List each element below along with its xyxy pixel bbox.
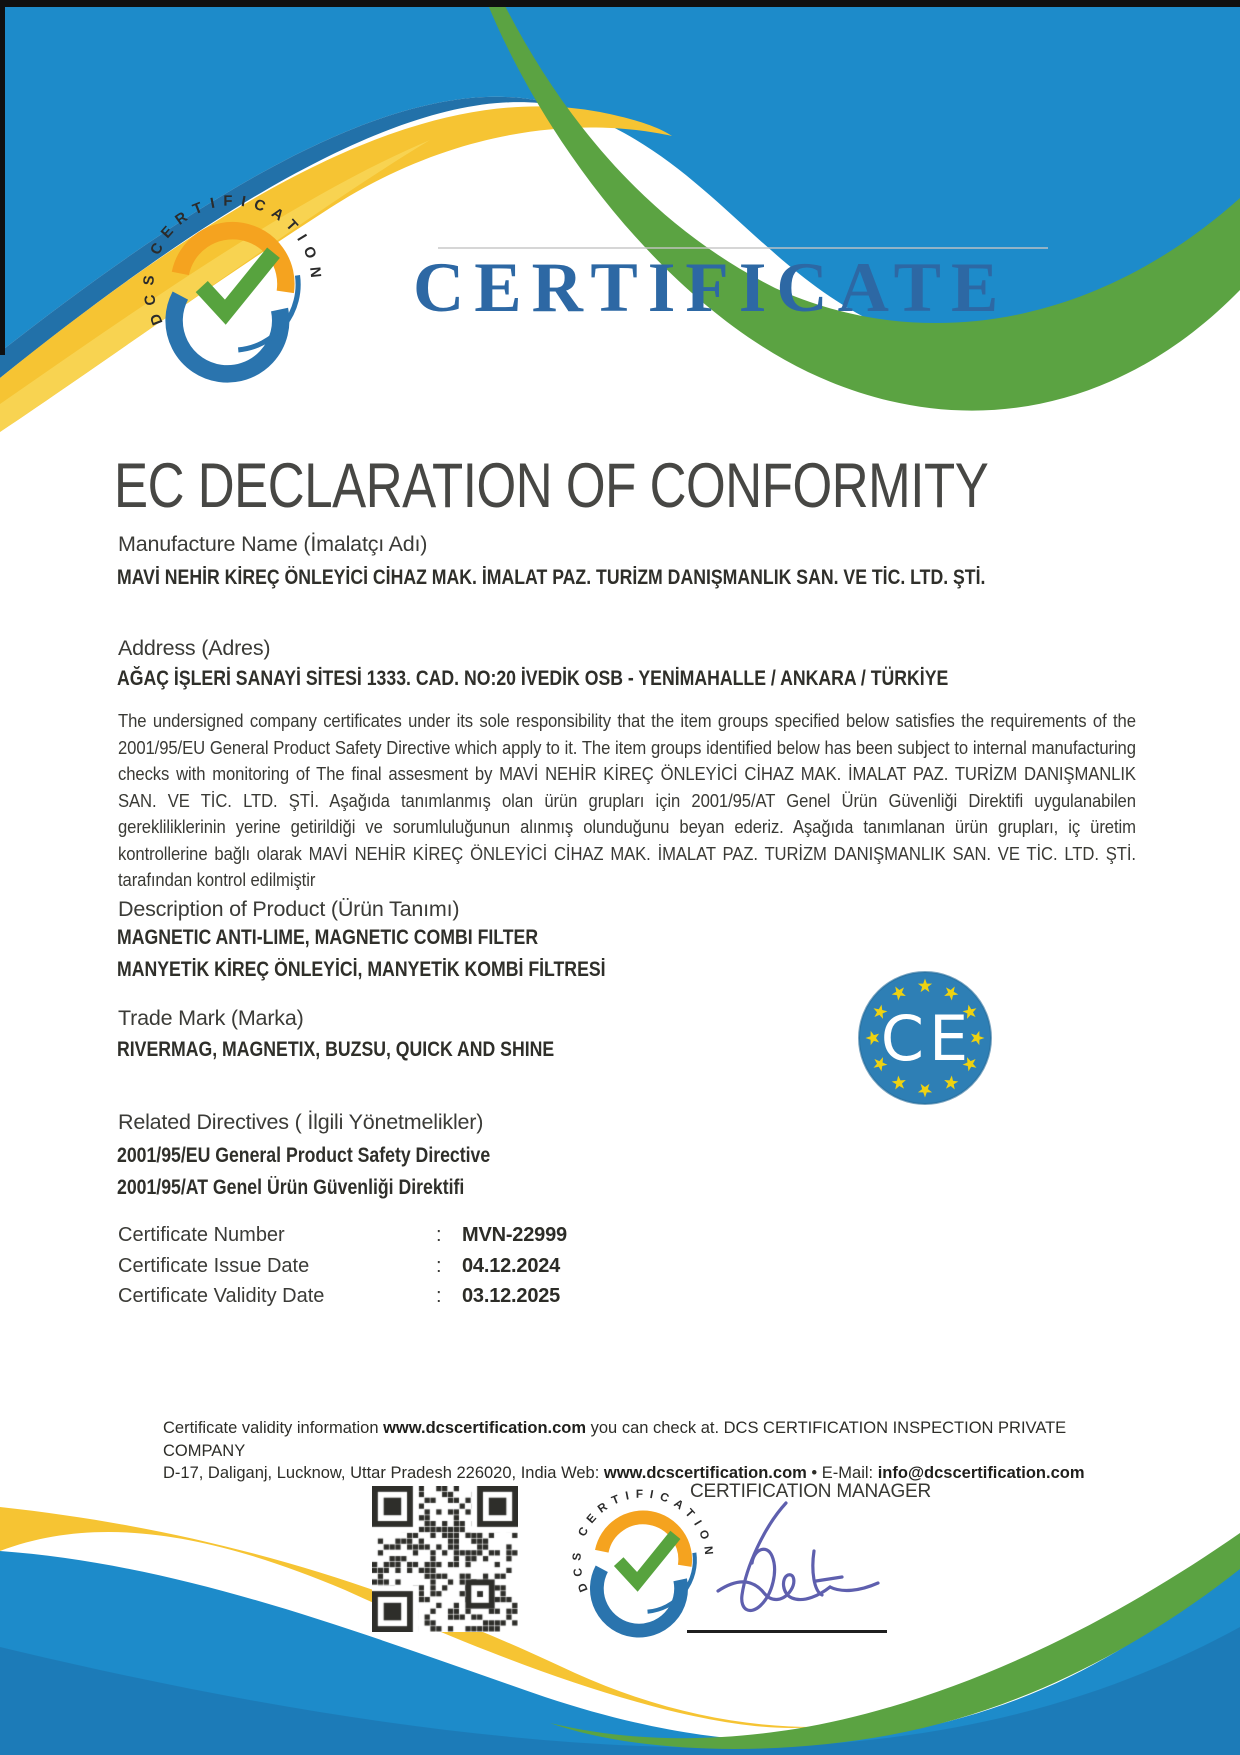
certificate-number-label: Certificate Number [118, 1224, 285, 1246]
product-line1: MAGNETIC ANTI-LIME, MAGNETIC COMBI FILTER [117, 926, 539, 950]
footer-line1-post: you can check at. DCS CERTIFICATION INSPECTION PRIVATE COMPANY [163, 1419, 1067, 1460]
signature-rule [687, 1630, 887, 1633]
declaration-heading: EC DECLARATION OF CONFORMITY [114, 451, 989, 522]
footer-line2-url: www.dcscertification.com [603, 1464, 807, 1482]
footer-line2-pre: D-17, Daliganj, Lucknow, Uttar Pradesh 226020, India Web: [163, 1464, 604, 1482]
issue-date-label: Certificate Issue Date [118, 1254, 310, 1277]
product-label: Description of Product (Ürün Tanımı) [118, 897, 460, 921]
manufacture-label: Manufacture Name (İmalatçı Adı) [118, 532, 428, 556]
manufacture-value: MAVİ NEHİR KİREÇ ÖNLEYİCİ CİHAZ MAK. İMALAT PAZ. TURİZM DANIŞMANLIK SAN. VE TİC. LTD. ŞTİ. [117, 566, 986, 590]
ce-mark-icon [845, 958, 1005, 1118]
validity-date-label: Certificate Validity Date [118, 1285, 325, 1307]
trademark-label: Trade Mark (Marka) [118, 1006, 304, 1030]
directives-label: Related Directives ( İlgili Yönetmelikler) [118, 1110, 484, 1134]
footer-text [163, 1417, 1108, 1485]
field-colon: : [436, 1224, 442, 1246]
field-colon: : [436, 1285, 442, 1307]
scan-edge-top [0, 0, 1240, 7]
directive-tr: 2001/95/AT Genel Ürün Güvenliği Direktifi [117, 1176, 465, 1200]
footer-line1-pre: Certificate validity information [163, 1419, 384, 1437]
field-colon: : [436, 1254, 442, 1277]
page-title: CERTIFICATE [413, 249, 1009, 327]
qr-code [372, 1486, 518, 1632]
trademark-value: RIVERMAG, MAGNETIX, BUZSU, QUICK AND SHINE [117, 1038, 555, 1062]
logo-arc-text: DCS CERTIFICATION [141, 193, 324, 328]
logo-green-check-icon [619, 1535, 676, 1582]
logo-arc-text: DCS CERTIFICATION [570, 1487, 716, 1594]
scan-edge-left [0, 0, 5, 355]
footer-email: info@dcscertification.com [877, 1464, 1085, 1482]
address-label: Address (Adres) [118, 636, 271, 660]
product-line2: MANYETİK KİREÇ ÖNLEYİCİ, MANYETİK KOMBİ FİLTRESİ [117, 958, 606, 982]
issue-date-value: 04.12.2024 [462, 1254, 561, 1277]
ce-mark-text: CE [880, 1002, 974, 1075]
dcs-certification-logo [130, 182, 335, 387]
logo-green-check-icon [202, 253, 274, 312]
validity-date-value: 03.12.2025 [462, 1285, 561, 1307]
address-value: AĞAÇ İŞLERİ SANAYİ SİTESİ 1333. CAD. NO:20 İVEDİK OSB - YENİMAHALLE / ANKARA / TÜRKİYE [117, 667, 949, 691]
issue-date-row [118, 1251, 567, 1282]
certificate-number-value: MVN-22999 [462, 1224, 567, 1246]
certification-manager-title: CERTIFICATION MANAGER [690, 1481, 932, 1502]
footer-line1-url: www.dcscertification.com [383, 1419, 587, 1437]
directive-en: 2001/95/EU General Product Safety Directive [117, 1144, 491, 1168]
declaration-paragraph: The undersigned company certificates under its sole responsibility that the item groups specified below satisfies the requirements of the 2001/95/EU General Product Safety Directive which apply to it. The item groups identified below has been subject to internal manufacturing checks with monitoring of The final assesment by MAVİ NEHİR KİREÇ ÖNLEYİCİ CİHAZ MAK. İMALAT PAZ. TURİZM DANIŞMANLIK SAN. VE TİC. LTD. ŞTİ. Aşağıda tanımlanmış olan ürün grupları için 2001/95/AT Genel Ürün Güvenliği Direktifi uygulanabilen gerekliliklerinin yerine getirildiği ve sorumluluğunun alınmış olunduğunu beyan ederiz. Aşağıda tanımlanan ürün grupları, iç üretim kontrollerine bağlı olarak MAVİ NEHİR KİREÇ ÖNLEYİCİ CİHAZ MAK. İMALAT PAZ. TURİZM DANIŞMANLIK SAN. VE TİC. LTD. ŞTİ. tarafından kontrol edilmiştir [118, 710, 1136, 890]
manager-signature [690, 1495, 900, 1635]
validity-date-row [118, 1281, 567, 1312]
certificate-fields [118, 1220, 567, 1312]
footer-line2-sep: • E-Mail: [806, 1464, 878, 1482]
certificate-number-row [118, 1220, 567, 1251]
